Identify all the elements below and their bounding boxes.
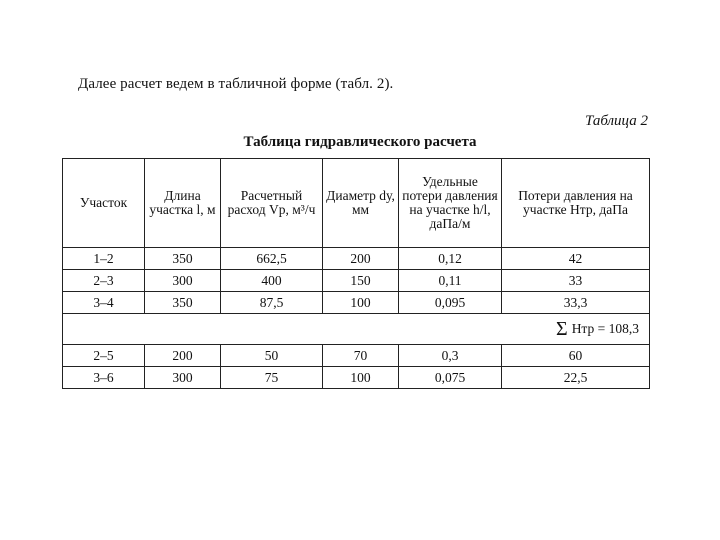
sum-cell: [63, 314, 650, 345]
cell-section: 2–5: [63, 345, 145, 367]
sum-row: [63, 314, 650, 345]
cell-length: 350: [145, 292, 221, 314]
cell-length: 350: [145, 248, 221, 270]
cell-diameter: 70: [323, 345, 399, 367]
header-flow: Расчетный расход Vр, м³/ч: [221, 159, 323, 248]
cell-specific-loss: 0,3: [399, 345, 502, 367]
cell-section: 3–4: [63, 292, 145, 314]
cell-specific-loss: 0,075: [399, 367, 502, 389]
header-diameter: Диаметр dу, мм: [323, 159, 399, 248]
cell-diameter: 100: [323, 292, 399, 314]
cell-diameter: 100: [323, 367, 399, 389]
table-row: [63, 345, 650, 367]
header-length: Длина участка l, м: [145, 159, 221, 248]
cell-pressure-loss: 33,3: [502, 292, 650, 314]
cell-specific-loss: 0,095: [399, 292, 502, 314]
table-number: Таблица 2: [585, 113, 648, 129]
hydraulic-calculation-table: [62, 158, 650, 389]
intro-text: Далее расчет ведем в табличной форме (табл. 2).: [78, 76, 394, 92]
table-title: Таблица гидравлического расчета: [243, 134, 477, 150]
header-section: Участок: [63, 159, 145, 248]
cell-pressure-loss: 42: [502, 248, 650, 270]
table-row: [63, 248, 650, 270]
table-header-row: [63, 159, 650, 248]
cell-flow: 87,5: [221, 292, 323, 314]
sigma-symbol: Σ: [556, 318, 568, 340]
cell-diameter: 200: [323, 248, 399, 270]
cell-pressure-loss: 22,5: [502, 367, 650, 389]
cell-flow: 50: [221, 345, 323, 367]
table-row: [63, 292, 650, 314]
table-row: [63, 367, 650, 389]
cell-section: 3–6: [63, 367, 145, 389]
header-specific-loss: Удельные потери давления на участке h/l, даПа/м: [399, 159, 502, 248]
cell-specific-loss: 0,12: [399, 248, 502, 270]
cell-length: 300: [145, 367, 221, 389]
header-pressure-loss: Потери давления на участке Hтр, даПа: [502, 159, 650, 248]
cell-specific-loss: 0,11: [399, 270, 502, 292]
cell-flow: 662,5: [221, 248, 323, 270]
cell-pressure-loss: 33: [502, 270, 650, 292]
cell-diameter: 150: [323, 270, 399, 292]
cell-flow: 400: [221, 270, 323, 292]
table-row: [63, 270, 650, 292]
cell-length: 300: [145, 270, 221, 292]
cell-flow: 75: [221, 367, 323, 389]
cell-pressure-loss: 60: [502, 345, 650, 367]
cell-length: 200: [145, 345, 221, 367]
sum-value: Hтр = 108,3: [571, 321, 639, 336]
cell-section: 2–3: [63, 270, 145, 292]
cell-section: 1–2: [63, 248, 145, 270]
